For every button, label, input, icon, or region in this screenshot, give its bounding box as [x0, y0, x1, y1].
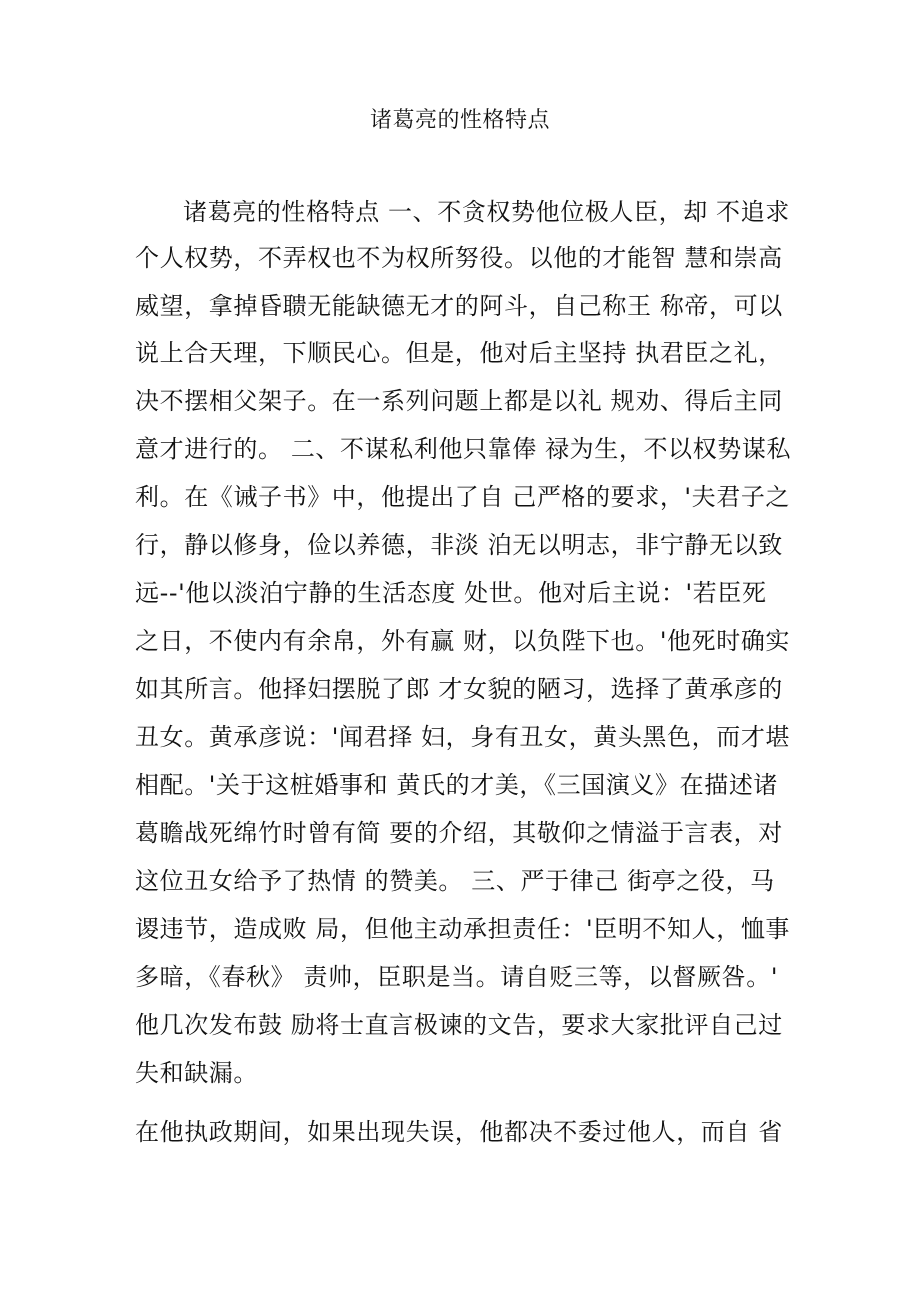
paragraph-line: 远--'他以淡泊宁静的生活态度 处世。他对后主说：'若臣死 — [135, 579, 767, 607]
paragraph-line: 谡违节，造成败 局，但他主动承担责任：'臣明不知人，恤事 — [135, 915, 791, 943]
paragraph-line: 个人权势，不弄权也不为权所努役。以他的才能智 慧和崇高 — [135, 244, 783, 272]
paragraph-line: 多暗，《春秋》 责帅，臣职是当。请自贬三等，以督厥咎。' — [135, 963, 779, 991]
paragraph-line: 利。在《诫子书》中，他提出了自 己严格的要求，'夫君子之 — [135, 483, 791, 511]
paragraph-line: 在他执政期间，如果出现失误，他都决不委过他人，而自 省 — [135, 1118, 783, 1146]
paragraph-line: 葛瞻战死绵竹时曾有简 要的介绍，其敬仰之情溢于言表，对 — [135, 819, 783, 847]
paragraph-line: 之日，不使内有余帛，外有赢 财，以负陛下也。'他死时确实 — [135, 627, 791, 655]
paragraph-line: 意才进行的。 二、不谋私利他只靠俸 禄为生，不以权势谋私 — [135, 435, 792, 463]
paragraph-line: 诸葛亮的性格特点 一、不贪权势他位极人臣，却 不追求 — [183, 198, 790, 226]
document-title: 诸葛亮的性格特点 — [369, 108, 550, 133]
paragraph-line: 他几次发布鼓 励将士直言极谏的文告，要求大家批评自己过 — [135, 1011, 783, 1039]
paragraph-line: 这位丑女给予了热情 的赞美。 三、严于律己 街亭之役，马 — [135, 867, 775, 895]
paragraph-line: 丑女。黄承彦说：'闻君择 妇，身有丑女，黄头黑色，而才堪 — [135, 723, 791, 751]
paragraph-line: 威望，拿掉昏聩无能缺德无才的阿斗，自己称王 称帝，可以 — [135, 292, 783, 320]
paragraph-line: 说上合天理，下顺民心。但是，他对后主坚持 执君臣之礼， — [135, 339, 783, 367]
paragraph-line: 如其所言。他择妇摆脱了郎 才女貌的陋习，选择了黄承彦的 — [135, 675, 783, 703]
paragraph-line: 决不摆相父架子。在一系列问题上都是以礼 规劝、得后主同 — [135, 387, 783, 415]
paragraph-line: 相配。'关于这桩婚事和 黄氏的才美，《三国演义》在描述诸 — [135, 771, 779, 799]
paragraph-line: 行，静以修身，俭以养德，非淡 泊无以明志，非宁静无以致 — [135, 531, 783, 559]
paragraph-line: 失和缺漏。 — [135, 1059, 258, 1087]
